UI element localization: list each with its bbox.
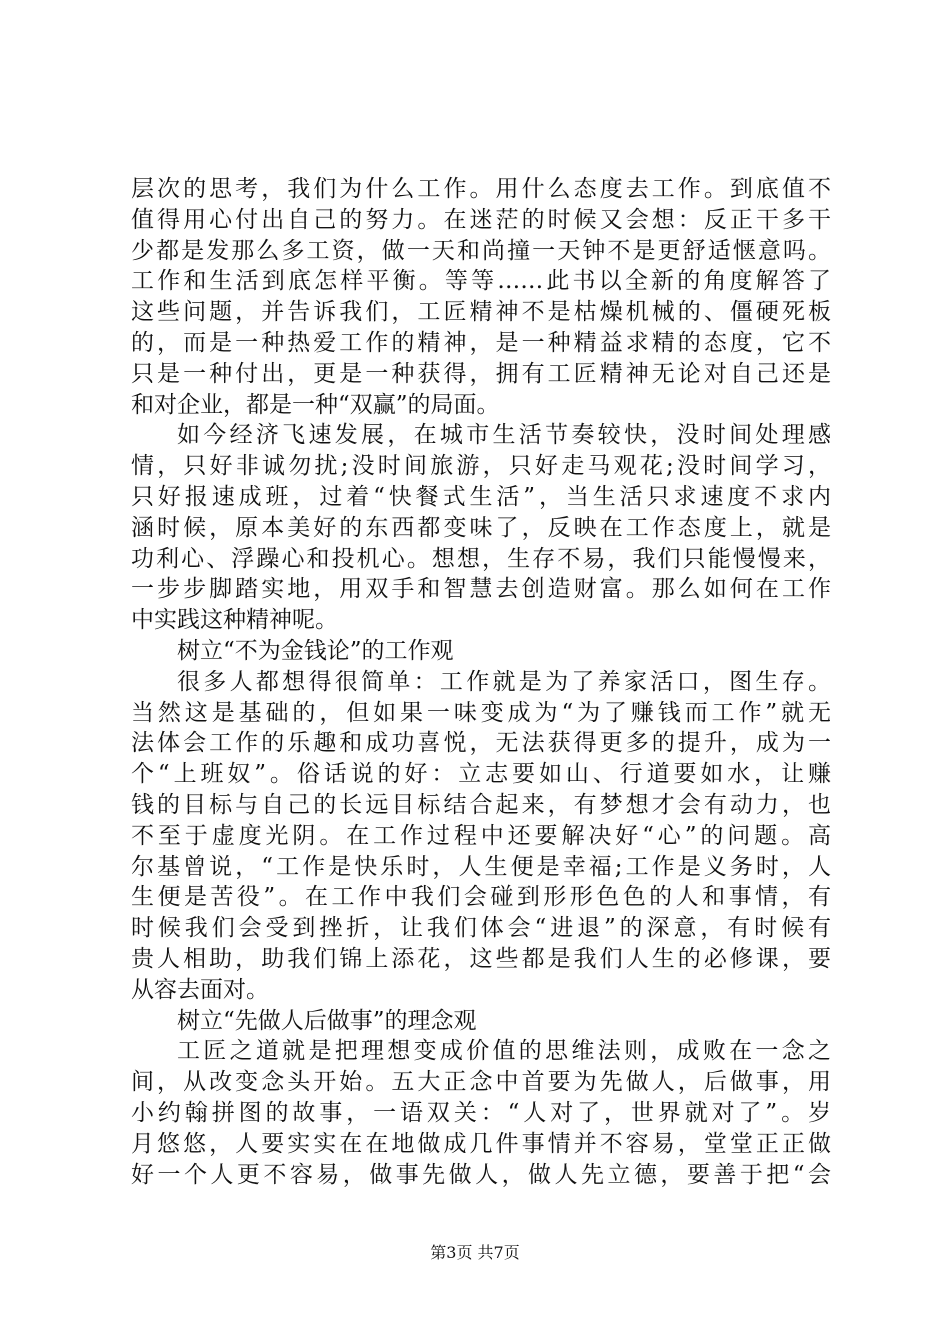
text-line: 树立“不为金钱论”的工作观 [177, 637, 454, 664]
text-line: 尔基曾说，“工作是快乐时，人生便是幸福;工作是义务时，人 [131, 853, 831, 880]
text-line: 贵人相助，助我们锦上添花，这些都是我们人生的必修课，要 [131, 945, 831, 972]
text-line: 好一个人更不容易，做事先做人，做人先立德，要善于把“会 [131, 1161, 831, 1188]
text-line: 情，只好非诚勿扰;没时间旅游，只好走马观花;没时间学习， [131, 453, 831, 480]
document-body [131, 174, 831, 1190]
text-line: 只好报速成班，过着“快餐式生活”，当生活只求速度不求内 [131, 483, 831, 510]
text-line: 小约翰拼图的故事，一语双关：“人对了，世界就对了”。岁 [131, 1099, 831, 1126]
text-line: 时候我们会受到挫折，让我们体会“进退”的深意，有时候有 [131, 915, 831, 942]
text-line: 一步步脚踏实地，用双手和智慧去创造财富。那么如何在工作 [131, 576, 831, 603]
text-line: 的，而是一种热爱工作的精神，是一种精益求精的态度，它不 [131, 329, 831, 356]
text-line: 从容去面对。 [131, 976, 269, 1003]
text-line: 只是一种付出，更是一种获得，拥有工匠精神无论对自己还是 [131, 360, 831, 387]
text-line: 功利心、浮躁心和投机心。想想，生存不易，我们只能慢慢来， [131, 545, 831, 572]
text-line: 法体会工作的乐趣和成功喜悦，无法获得更多的提升，成为一 [131, 730, 831, 757]
text-line: 少都是发那么多工资，做一天和尚撞一天钟不是更舒适惬意吗。 [131, 237, 831, 264]
text-line: 当然这是基础的，但如果一味变成为“为了赚钱而工作”就无 [131, 699, 831, 726]
text-line: 生便是苦役”。在工作中我们会碰到形形色色的人和事情，有 [131, 884, 831, 911]
text-line: 如今经济飞速发展，在城市生活节奏较快，没时间处理感 [177, 422, 831, 449]
text-line: 不至于虚度光阴。在工作过程中还要解决好“心”的问题。高 [131, 822, 831, 849]
text-line: 值得用心付出自己的努力。在迷茫的时候又会想：反正干多干 [131, 206, 831, 233]
text-line: 和对企业，都是一种“双赢”的局面。 [131, 391, 500, 418]
text-line: 层次的思考，我们为什么工作。用什么态度去工作。到底值不 [131, 176, 831, 202]
text-line: 间，从改变念头开始。五大正念中首要为先做人，后做事，用 [131, 1069, 831, 1096]
text-line: 涵时候，原本美好的东西都变味了，反映在工作态度上，就是 [131, 514, 831, 541]
text-line: 个“上班奴”。俗话说的好：立志要如山、行道要如水，让赚 [131, 761, 831, 788]
text-line: 工匠之道就是把理想变成价值的思维法则，成败在一念之 [177, 1038, 831, 1065]
text-line: 很多人都想得很简单：工作就是为了养家活口，图生存。 [177, 668, 831, 695]
text-line: 工作和生活到底怎样平衡。等等……此书以全新的角度解答了 [131, 268, 831, 295]
page-number-footer: 第3页 共7页 [430, 1243, 520, 1262]
text-line: 钱的目标与自己的长远目标结合起来，有梦想才会有动力，也 [131, 791, 831, 818]
text-line: 树立“先做人后做事”的理念观 [177, 1007, 477, 1034]
text-line: 月悠悠，人要实实在在地做成几件事情并不容易，堂堂正正做 [131, 1130, 831, 1157]
text-line: 这些问题，并告诉我们，工匠精神不是枯燥机械的、僵硬死板 [131, 299, 831, 326]
text-line: 中实践这种精神呢。 [131, 607, 338, 634]
